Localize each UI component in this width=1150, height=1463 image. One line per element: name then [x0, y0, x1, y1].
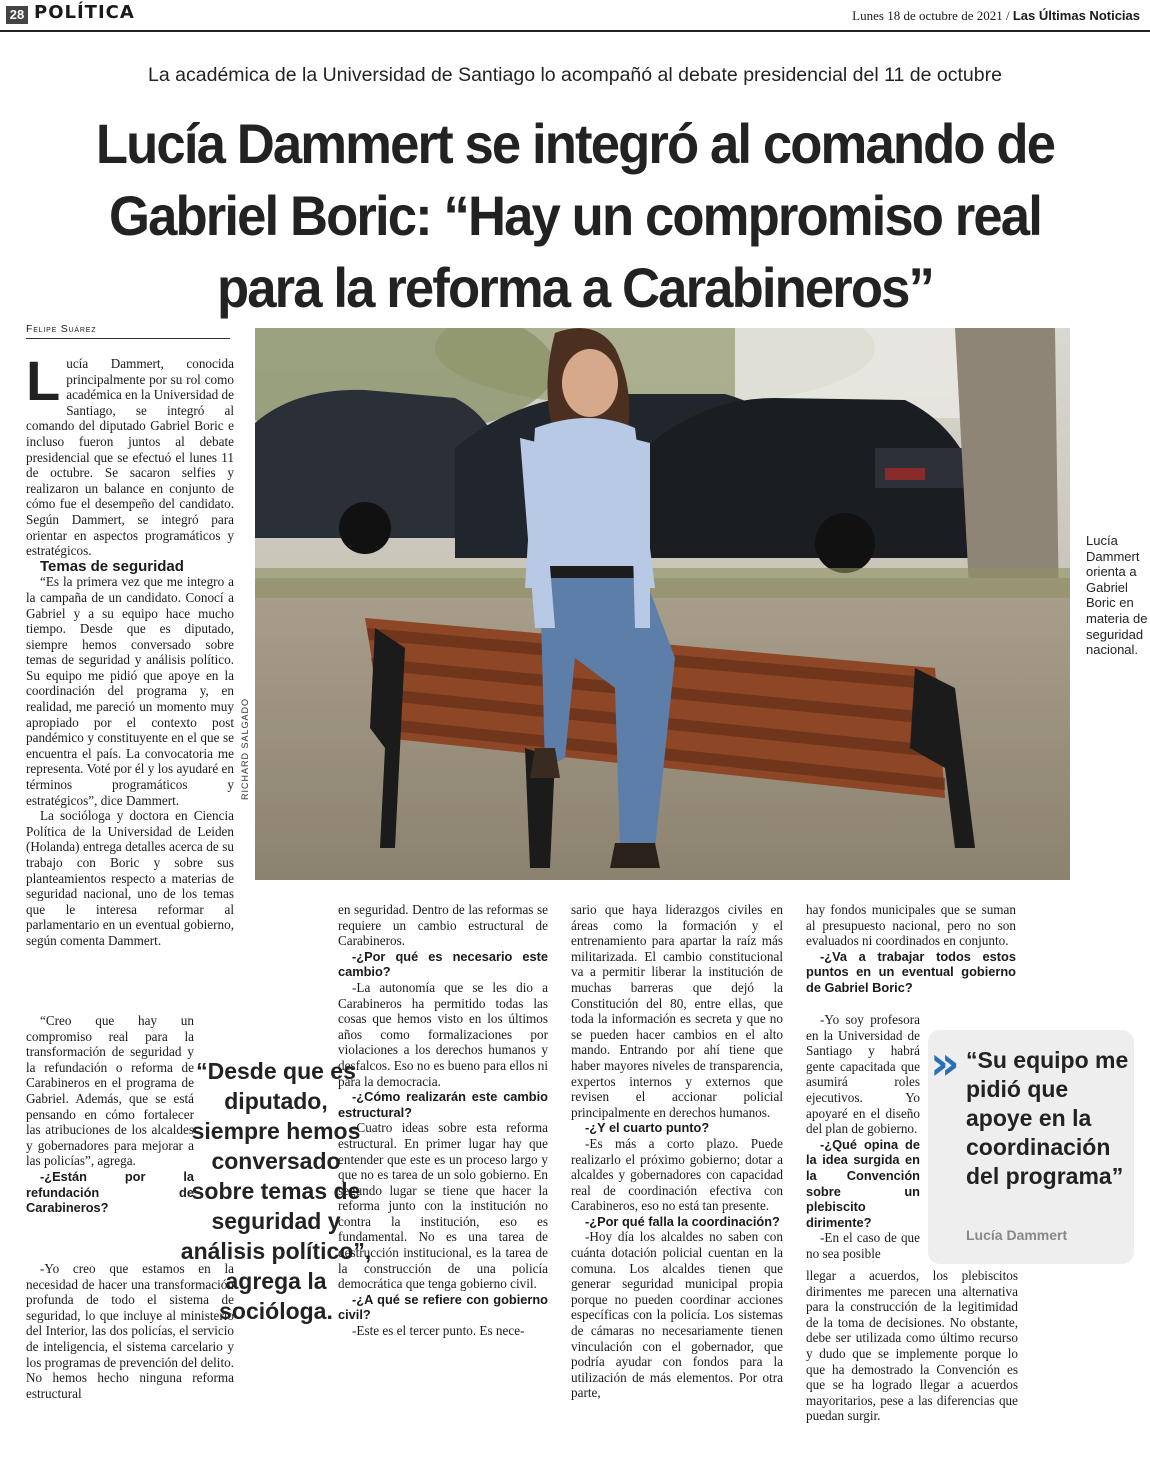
- pull-quote-text: “Su equipo me pidió que apoye en la coordinación del programa”: [966, 1047, 1129, 1189]
- photo-illustration: [255, 328, 1070, 880]
- headline-line-3: para la reforma a Carabineros”: [217, 256, 933, 319]
- section-name: POLÍTICA: [34, 2, 135, 23]
- subheading: Temas de seguridad: [40, 557, 184, 575]
- article-kicker: La académica de la Universidad de Santiago lo acompañó al debate presidencial del 11 de octubre: [148, 64, 1002, 86]
- headline-line-2: Gabriel Boric: “Hay un compromiso real: [109, 184, 1041, 247]
- header-meta: [852, 8, 1140, 24]
- body-paragraph: -Es más a corto plazo. Puede realizarlo el próximo gobierno; dotar a alcaldes y gobernadores con capacidad real de coordinación efectiva con Carabineros, eso no está tan presente.: [571, 1135, 783, 1214]
- body-paragraph: -Yo soy profesora en la Universidad de Santiago y habrá gente capacitada que asumirá roles ejecutivos. Yo apoyaré en el diseño del plan de gobierno.: [806, 1012, 920, 1137]
- body-paragraph: en seguridad. Dentro de las reformas se requiere un cambio estructural de Carabineros.: [338, 902, 548, 949]
- interview-question: -¿Cómo realizarán este cambio estructural?: [338, 1089, 548, 1120]
- interview-question: -¿Por qué es necesario este cambio?: [338, 948, 548, 980]
- body-paragraph: -Yo creo que estamos en la necesidad de hacer una transformación profunda de todo el sistema de seguridad, lo que incluye al ministerio del Interior, las dos policías, el servicio de inteligencia, el sistema carcelario y los programas de prevención del delito. No hemos hecho ninguna reforma estructural: [26, 1261, 235, 1401]
- interview-question: -¿Qué opina de la idea surgida en la Convención sobre un plebiscito dirimente?: [806, 1136, 920, 1230]
- body-paragraph: llegar a acuerdos, los plebiscitos dirimentes me parecen una alternativa para la construcción de la legitimidad de la toma de decisiones. No obstante, debe ser utilizada como último recurso y dudo que se implemente porque lo que ha demostrado la Convención es que se ha logrado llegar a acuerdos mayoritarios, pese a las diferencias que puedan surgir.: [806, 1268, 1018, 1424]
- drop-cap: L: [26, 349, 61, 412]
- body-paragraph: sario que haya liderazgos civiles en áreas como la formación y el entrenamiento para apartar la raíz más militarizada. El cambio constitucional va a permitir liberar la institución de muchas barreras que dejó la Constitución del 80, entre ellas, que toda la información es secreta y que no se pueden hacer cambios en el alto mando. Entrando por ahí tiene que haber mayores niveles de transparencia, expertos internos y externos que revisen el accionar policial principalmente en derechos humanos.: [571, 902, 783, 1120]
- interview-question: -¿Y el cuarto punto?: [585, 1120, 710, 1136]
- body-paragraph: “Es la primera vez que me integro a la campaña de un candidato. Conocí a Gabriel y a su equipo hace mucho tiempo. Desde que es diputado, siempre hemos conversado sobre temas de seguridad y análisis político. Su equipo me pidió que apoye en la coordinación del programa y, en realidad, me pareció un momento muy apropiado por el contexto post pandémico y constituyente en el que se encuentra el país. La convocatoria me representa. Voté por él y los ayudaré en términos programáticos y estratégicos”, dice Dammert.: [26, 574, 234, 808]
- article-photo: [255, 328, 1070, 880]
- header-rule: [0, 30, 1150, 32]
- body-paragraph: “Creo que hay un compromiso real para la transformación de seguridad y la refundación o reforma de Carabineros en el programa de Gabriel. Además, que se está pensando en cómo fortalecer las atribuciones de los alcaldes y gobernadores para mejorar a las policías”, agrega.: [26, 1013, 194, 1169]
- body-paragraph: -Cuatro ideas sobre esta reforma estructural. En primer lugar hay que entender que este es un proceso largo y que no es tarea de un solo gobierno. En segundo lugar se tiene que hacer la reforma junto con la institución no contra la institución, eso es fundamental. No es una tarea de destrucción institucional, es la tarea de la construcción de una policía democrática que tenga gobierno civil.: [338, 1120, 548, 1292]
- lead-paragraph-text: ucía Dammert, conocida principalmente por su rol como académica en la Universidad de Santiago, se integró al comando del diputado Gabriel Boric e incluso fueron juntos al debate presidencial que se efectuó el lunes 11 de octubre. Se sacaron selfies y realizaron un balance en conjunto de cómo fue el desempeño del candidato. Según Dammert, se integró para orientar en aspectos programáticos y estratégicos.: [26, 356, 234, 559]
- body-paragraph: -La autonomía que se les dio a Carabineros ha permitido todas las cosas que hemos visto en los últimos años como formalizaciones por violaciones a los derechos humanos y desfalcos. Eso no es bueno para ellos ni para la democracia.: [338, 979, 548, 1089]
- body-paragraph: -Hoy día los alcaldes no saben con cuánta dotación policial cuentan en la comuna. Los alcaldes tienen que generar seguridad municipal propia porque no pueden coordinar acciones específicas con la policía. Los sistemas de cámaras no necesariamente tienen vinculación con el gobernador, que podría ayudar con fondos para la utilización de más elementos. Por otra parte,: [571, 1229, 783, 1401]
- pull-quote-attribution: Lucía Dammert: [966, 1227, 1068, 1243]
- article-column-4: [806, 902, 1016, 996]
- article-column-4-narrow: [806, 1012, 920, 1262]
- quote-chevron-icon: »: [930, 1036, 960, 1090]
- byline: Felipe Suárez: [26, 323, 230, 339]
- header-separator: /: [1005, 8, 1010, 23]
- page-number: 28: [6, 6, 28, 24]
- article-column-3: [571, 902, 783, 1401]
- article-column-4-bottom: [806, 1268, 1018, 1424]
- photo-credit: RICHARD SALGADO: [240, 697, 250, 800]
- body-paragraph: -Este es el tercer punto. Es nece-: [352, 1323, 525, 1339]
- body-paragraph: -En el caso de que no sea posible: [806, 1230, 920, 1261]
- interview-question: -¿A qué se refiere con gobierno civil?: [338, 1291, 548, 1323]
- headline-line-1: Lucía Dammert se integró al comando de: [95, 112, 1055, 175]
- pull-quote-box: [928, 1030, 1134, 1264]
- article-column-1: [26, 349, 234, 949]
- body-paragraph: La socióloga y doctora en Ciencia Política de la Universidad de Leiden (Holanda) entrega detalles acerca de su trabajo con Boric y sobre sus planteamientos respecto a materias de seguridad nacional, uno de los temas que le interesa reformar al parlamentario en un eventual gobierno, según comenta Dammert.: [26, 808, 234, 948]
- pull-quote: “Desde que es diputado, siempre hemos conversado sobre temas de seguridad y análisis político”, agrega la socióloga.: [180, 1058, 372, 1324]
- body-paragraph: hay fondos municipales que se suman al presupuesto nacional, pero no son evaluados ni coordinados en conjunto.: [806, 902, 1016, 949]
- photo-caption: Lucía Dammert orienta a Gabriel Boric en materia de seguridad nacional.: [1086, 533, 1148, 658]
- article-headline: [53, 108, 1096, 324]
- publication-name: Las Últimas Noticias: [1012, 8, 1140, 23]
- interview-question: -¿Están por la refundación de Carabineros?: [26, 1168, 194, 1216]
- article-column-1-narrow: [26, 1013, 194, 1216]
- interview-question: -¿Por qué falla la coordinación?: [585, 1213, 780, 1229]
- interview-question: -¿Va a trabajar todos estos puntos en un eventual gobierno de Gabriel Boric?: [806, 948, 1016, 995]
- issue-date: Lunes 18 de octubre de 2021: [852, 8, 1003, 23]
- lead-paragraph: [26, 349, 234, 559]
- article-column-2: [338, 902, 548, 1339]
